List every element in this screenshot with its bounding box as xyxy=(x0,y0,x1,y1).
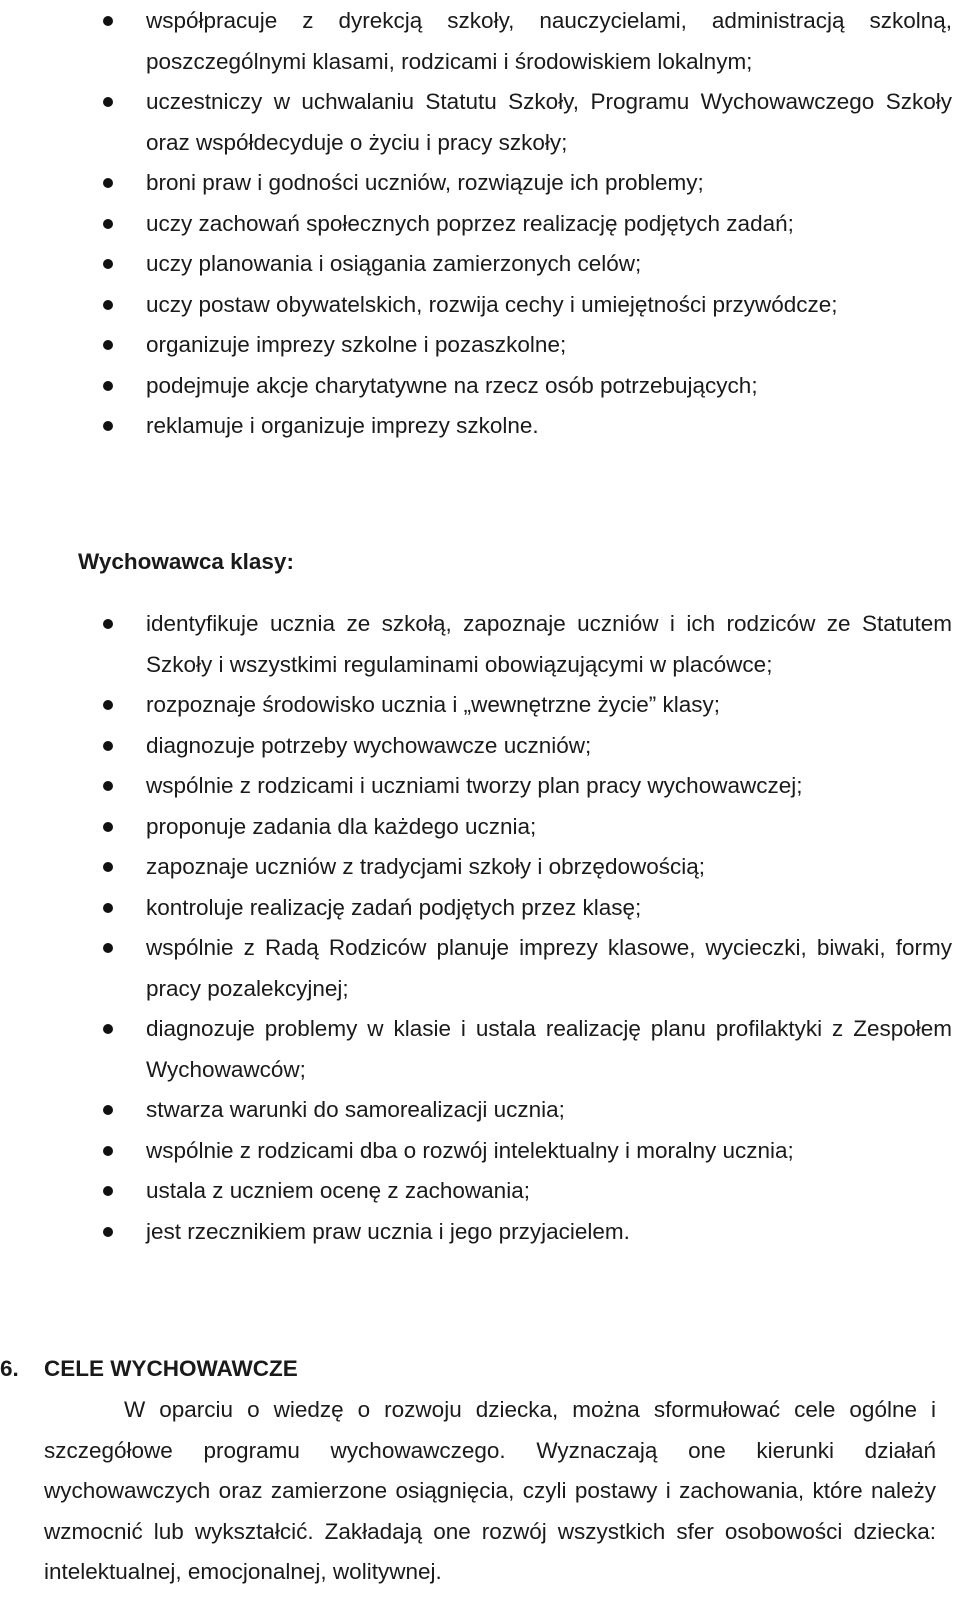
list-item xyxy=(0,285,960,326)
list-item-text: współpracuje z dyrekcją szkoły, nauczycielami, administracją szkolną, poszczególnymi klasami, rodzicami i środowiskiem lokalnym; xyxy=(146,8,952,74)
list-item xyxy=(0,1131,960,1172)
list-item xyxy=(0,847,960,888)
bullet-icon xyxy=(103,16,113,26)
list-item xyxy=(0,1009,960,1090)
list-item-text: kontroluje realizację zadań podjętych przez klasę; xyxy=(146,894,642,920)
bullet-icon xyxy=(103,700,113,710)
list-item-text: wspólnie z rodzicami dba o rozwój intelektualny i moralny ucznia; xyxy=(146,1137,794,1163)
list-item-text: zapoznaje uczniów z tradycjami szkoły i obrzędowością; xyxy=(146,854,705,879)
list-item-text: uczy postaw obywatelskich, rozwija cechy i umiejętności przywódcze; xyxy=(146,291,838,317)
section-heading xyxy=(0,1349,298,1390)
list-item xyxy=(0,766,960,807)
list-item xyxy=(0,807,960,848)
bullet-icon xyxy=(103,1024,113,1034)
bullet-icon xyxy=(103,903,113,913)
tutor-heading: Wychowawca klasy: xyxy=(78,549,294,574)
list-item xyxy=(0,604,960,685)
bullet-icon xyxy=(103,259,113,269)
list-item xyxy=(0,1212,960,1253)
bullet-icon xyxy=(103,862,113,872)
bullet-icon xyxy=(103,178,113,188)
bullet-icon xyxy=(103,822,113,832)
list-item-text: rozpoznaje środowisko ucznia i „wewnętrzne życie” klasy; xyxy=(146,692,720,717)
list-item xyxy=(0,406,960,447)
list-item-text: uczy planowania i osiągania zamierzonych celów; xyxy=(146,251,642,276)
list-item-text: wspólnie z Radą Rodziców planuje imprezy klasowe, wycieczki, biwaki, formy pracy pozalekcyjnej; xyxy=(146,935,952,1001)
top-bullet-list xyxy=(0,1,960,447)
list-item-text: proponuje zadania dla każdego ucznia; xyxy=(146,813,537,839)
bullet-icon xyxy=(103,340,113,350)
list-item xyxy=(0,244,960,285)
list-item xyxy=(0,1,960,82)
list-item-text: organizuje imprezy szkolne i pozaszkolne; xyxy=(146,332,567,357)
list-item-text: jest rzecznikiem praw ucznia i jego przyjacielem. xyxy=(146,1218,630,1244)
bullet-icon xyxy=(103,421,113,431)
list-item-text: ustala z uczniem ocenę z zachowania; xyxy=(146,1178,530,1203)
list-item xyxy=(0,928,960,1009)
list-item-text: uczestniczy w uchwalaniu Statutu Szkoły, Programu Wychowawczego Szkoły oraz współdecyduje o życiu i pracy szkoły; xyxy=(146,89,952,155)
bullet-icon xyxy=(103,300,113,310)
list-item xyxy=(0,1171,960,1212)
list-item-text: wspólnie z rodzicami i uczniami tworzy plan pracy wychowawczej; xyxy=(146,773,803,798)
section-number: 6. xyxy=(0,1356,19,1381)
bullet-icon xyxy=(103,619,113,629)
list-item-text: stwarza warunki do samorealizacji ucznia; xyxy=(146,1097,565,1122)
list-item xyxy=(0,888,960,929)
tutor-bullet-list xyxy=(0,604,960,1252)
list-item xyxy=(0,82,960,163)
list-item-text: diagnozuje potrzeby wychowawcze uczniów; xyxy=(146,732,592,758)
list-item-text: identyfikuje ucznia ze szkołą, zapoznaje uczniów i ich rodziców ze Statutem Szkoły i wszystkimi regulaminami obowiązującymi w placówce; xyxy=(146,611,952,677)
list-item-text: reklamuje i organizuje imprezy szkolne. xyxy=(146,413,539,438)
section-paragraph: W oparciu o wiedzę o rozwoju dziecka, można sformułować cele ogólne i szczegółowe programu wychowawczego. Wyznaczają one kierunki działań wychowawczych oraz zamierzone osiągnięcia, czyli postawy i zachowania, które należy wzmocnić lub wykształcić. Zakładają one rozwój wszystkich sfer osobowości dziecka: intelektualnej, emocjonalnej, wolitywnej. xyxy=(44,1397,936,1584)
list-item xyxy=(0,1090,960,1131)
list-item xyxy=(0,685,960,726)
bullet-icon xyxy=(103,97,113,107)
list-item-text: uczy zachowań społecznych poprzez realizację podjętych zadań; xyxy=(146,210,794,236)
bullet-icon xyxy=(103,1186,113,1196)
section-title: CELE WYCHOWAWCZE xyxy=(44,1356,298,1381)
list-item xyxy=(0,325,960,366)
bullet-icon xyxy=(103,1227,113,1237)
bullet-icon xyxy=(103,741,113,751)
bullet-icon xyxy=(103,943,113,953)
list-item-text: diagnozuje problemy w klasie i ustala realizację planu profilaktyki z Zespołem Wychowawców; xyxy=(146,1016,952,1082)
bullet-icon xyxy=(103,781,113,791)
bullet-icon xyxy=(103,381,113,391)
list-item xyxy=(0,726,960,767)
list-item xyxy=(0,366,960,407)
bullet-icon xyxy=(103,1146,113,1156)
list-item xyxy=(0,204,960,245)
bullet-icon xyxy=(103,219,113,229)
bullet-icon xyxy=(103,1105,113,1115)
list-item-text: broni praw i godności uczniów, rozwiązuje ich problemy; xyxy=(146,170,704,195)
list-item xyxy=(0,163,960,204)
list-item-text: podejmuje akcje charytatywne na rzecz osób potrzebujących; xyxy=(146,372,758,398)
